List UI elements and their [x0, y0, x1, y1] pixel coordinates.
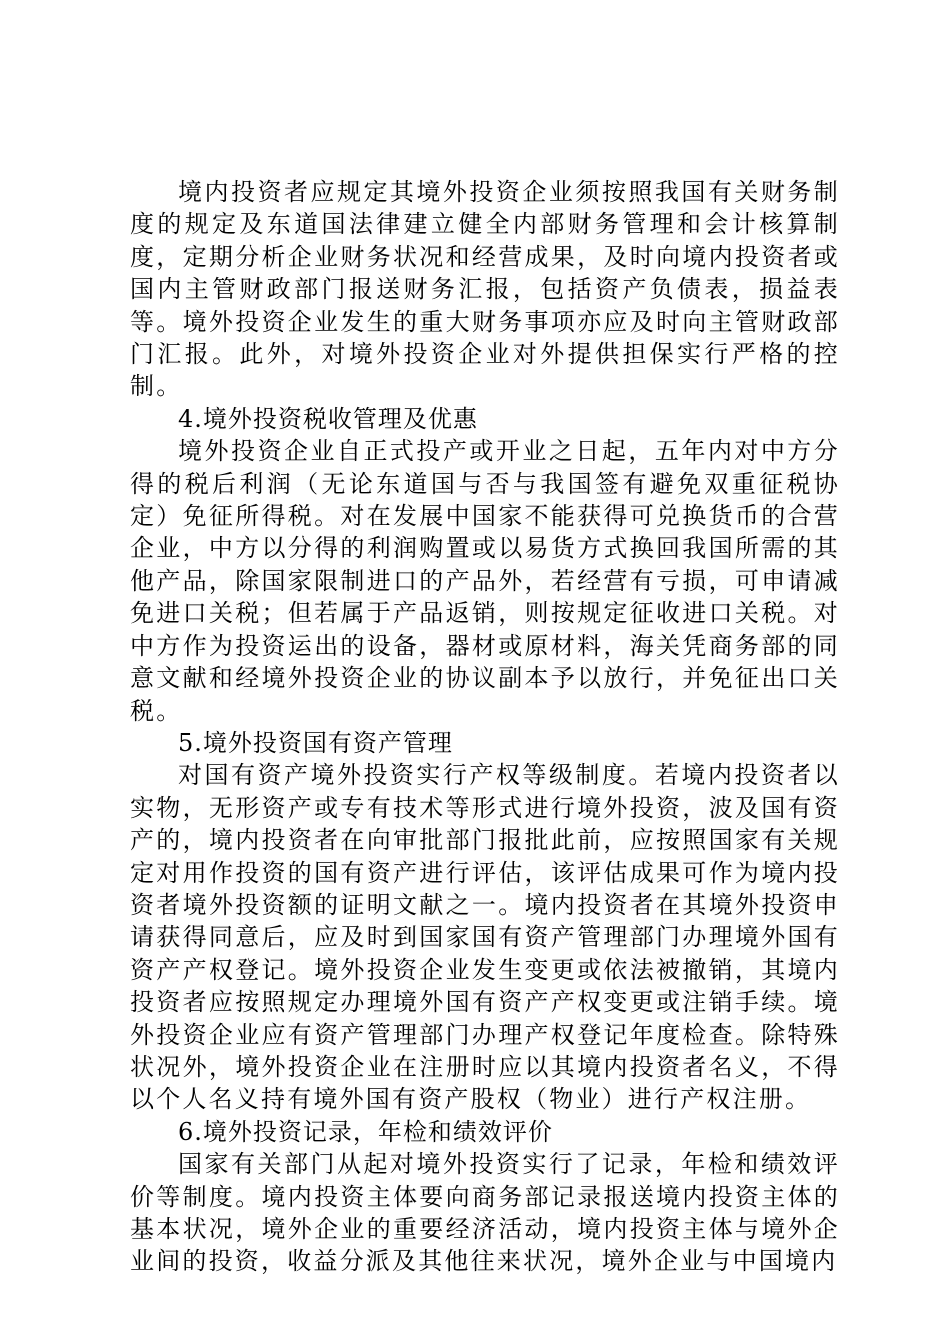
section-heading-tax: 4.境外投资税收管理及优惠: [178, 404, 478, 433]
section-heading-records: 6.境外投资记录，年检和绩效评价: [178, 1117, 553, 1146]
paragraph-records: 国家有关部门从起对境外投资实行了记录，年检和绩效评价等制度。境内投资主体要向商务部记录报送境内投资主体的基本状况，境外企业的重要经济活动，境内投资主体与境外企业间的投资，收益分派及其他往来状况，境外企业与中国境内: [130, 1150, 840, 1276]
section-heading-state-assets: 5.境外投资国有资产管理: [178, 728, 453, 757]
document-body: [130, 176, 840, 1278]
paragraph-state-assets: 对国有资产境外投资实行产权等级制度。若境内投资者以实物，无形资产或专有技术等形式进行境外投资，波及国有资产的，境内投资者在向审批部门报批此前，应按照国家有关规定对用作投资的国有资产进行评估，该评估成果可作为境内投资者境外投资额的证明文献之一。境内投资者在其境外投资申请获得同意后，应及时到国家国有资产管理部门办理境外国有资产产权登记。境外投资企业发生变更或依法被撤销，其境内投资者应按照规定办理境外国有资产产权变更或注销手续。境外投资企业应有资产管理部门办理产权登记年度检查。除特殊状况外，境外投资企业在注册时应以其境内投资者名义，不得以个人名义持有境外国有资产股权（物业）进行产权注册。: [130, 761, 840, 1114]
paragraph-financial-reporting: 境内投资者应规定其境外投资企业须按照我国有关财务制度的规定及东道国法律建立健全内部财务管理和会计核算制度，定期分析企业财务状况和经营成果，及时向境内投资者或国内主管财政部门报送财务汇报，包括资产负债表，损益表等。境外投资企业发生的重大财务事项亦应及时向主管财政部门汇报。此外，对境外投资企业对外提供担保实行严格的控制。: [130, 178, 840, 401]
paragraph-tax-incentives: 境外投资企业自正式投产或开业之日起，五年内对中方分得的税后利润（无论东道国与否与我国签有避免双重征税协定）免征所得税。对在发展中国家不能获得可兑换货币的合营企业，中方以分得的利润购置或以易货方式换回我国所需的其他产品，除国家限制进口的产品外，若经营有亏损，可申请减免进口关税；但若属于产品返销，则按规定征收进口关税。对中方作为投资运出的设备，器材或原材料，海关凭商务部的同意文献和经境外投资企业的协议副本予以放行，并免征出口关税。: [130, 437, 840, 725]
